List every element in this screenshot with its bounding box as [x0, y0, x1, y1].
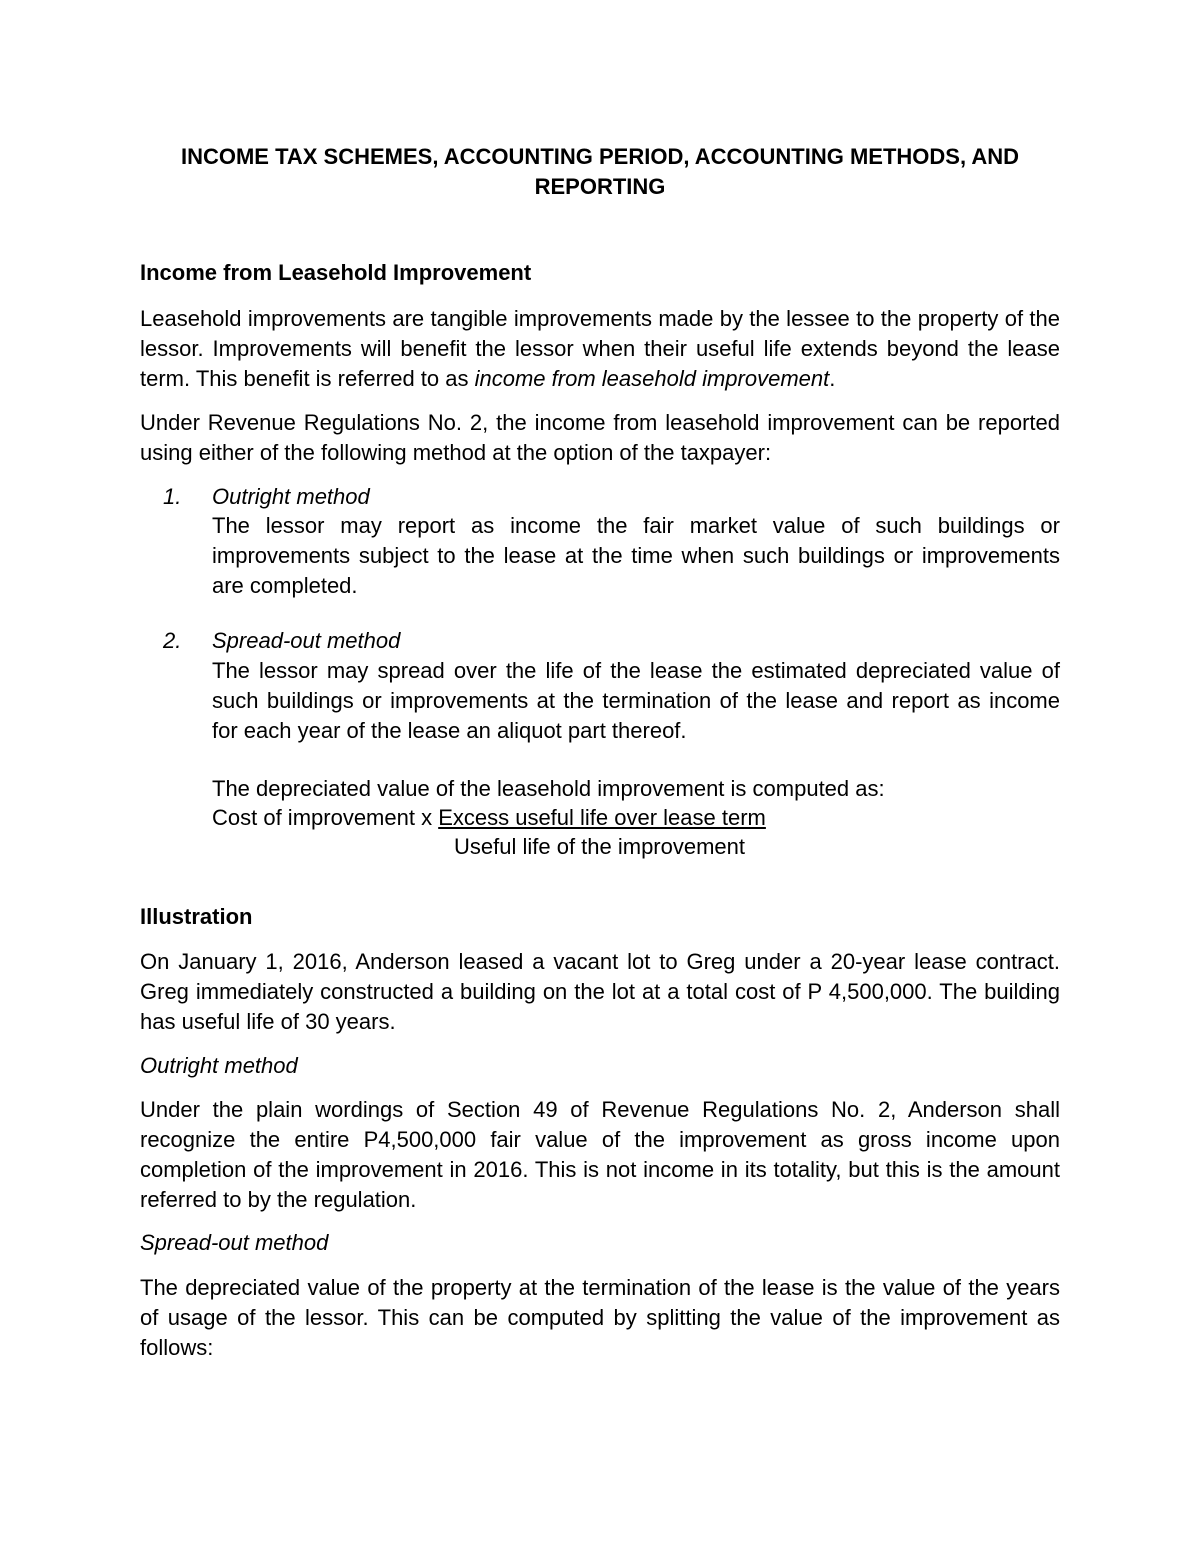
formula-prefix: Cost of improvement x [212, 805, 439, 830]
formula-denominator: Useful life of the improvement [454, 834, 746, 859]
method-2-description: The lessor may spread over the life of the lease the estimated depreciated value of such buildings or improvements at the termination of the lease and report as income for each year of the lease an aliquot part thereof. [212, 658, 1060, 743]
section-heading: Income from Leasehold Improvement [140, 260, 532, 285]
spread-subheading: Spread-out method [140, 1230, 329, 1255]
formula-intro: The depreciated value of the leasehold improvement is computed as: [212, 776, 885, 801]
regulation-paragraph: Under Revenue Regulations No. 2, the income from leasehold improvement can be reported using either of the following method at the option of the taxpayer: [140, 410, 1060, 465]
method-2-number: 2. [163, 628, 182, 653]
intro-italic-term: income from leasehold improvement [474, 366, 830, 391]
method-1-name: Outright method [212, 484, 370, 509]
document-title: INCOME TAX SCHEMES, ACCOUNTING PERIOD, ACCOUNTING METHODS, AND REPORTING [180, 144, 1020, 199]
formula-numerator: Excess useful life over lease term [438, 805, 766, 830]
outright-paragraph: Under the plain wordings of Section 49 of Revenue Regulations No. 2, Anderson shall recognize the entire P4,500,000 fair value of the improvement as gross income upon completion of the improvement in 2016. This is not income in its totality, but this is the amount referred to by the regulation. [140, 1097, 1060, 1212]
intro-paragraph [140, 304, 1060, 394]
illustration-heading: Illustration [140, 904, 253, 929]
spread-paragraph: The depreciated value of the property at the termination of the lease is the value of the years of usage of the lessor. This can be computed by splitting the value of the improvement as follows: [140, 1275, 1060, 1360]
method-1-number: 1. [163, 484, 182, 509]
method-1-description: The lessor may report as income the fair market value of such buildings or improvements subject to the lease at the time when such buildings or improvements are completed. [212, 513, 1060, 598]
illustration-paragraph: On January 1, 2016, Anderson leased a vacant lot to Greg under a 20-year lease contract. Greg immediately constructed a building on the lot at a total cost of P 4,500,000. The building has useful life of 30 years. [140, 949, 1060, 1034]
intro-end: . [829, 366, 836, 391]
intro-text: Leasehold improvements are tangible improvements made by the lessee to the property of the lessor. Improvements will benefit the lessor when their useful life extends beyond the lease term. This benefit is referred to as [140, 306, 1060, 391]
method-2-name: Spread-out method [212, 628, 401, 653]
outright-subheading: Outright method [140, 1053, 298, 1078]
formula-line [212, 803, 766, 833]
